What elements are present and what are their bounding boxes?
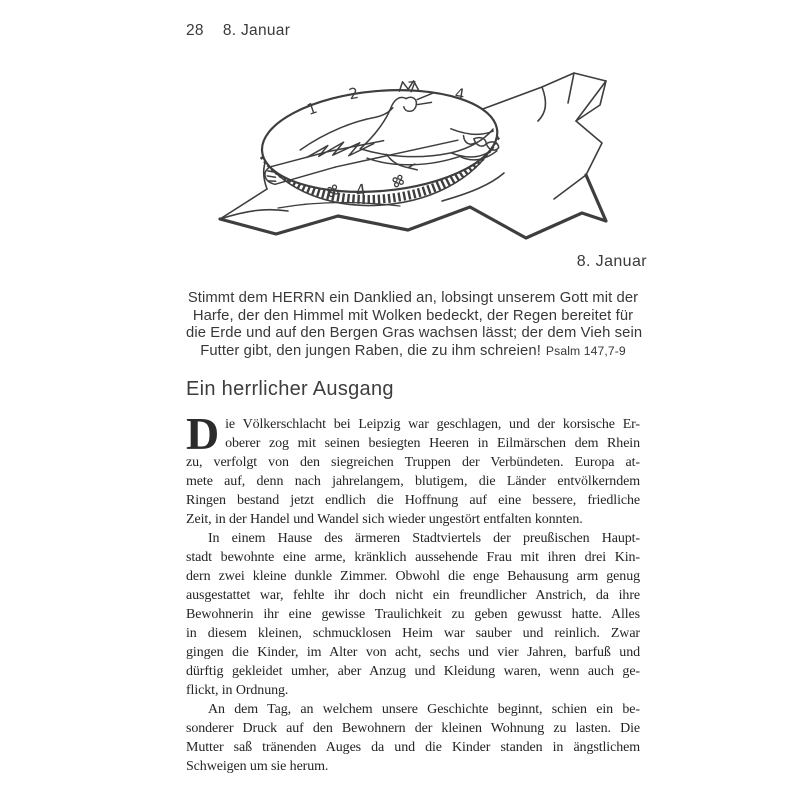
page-number: 28: [186, 22, 204, 39]
coin-digit: 4: [453, 84, 466, 104]
body-line: Ringen bestand jetzt endlich die Hoffnung auf eine bessere, friedliche: [186, 493, 640, 508]
paragraph: [186, 700, 640, 776]
body-line: ausgestattet war, fehlte ihr doch nicht ein freundlicher Anstrich, da ihre: [186, 588, 640, 603]
running-head: 8. Januar: [222, 22, 291, 39]
body-line: ie Völkerschlacht bei Leipzig war geschlagen, und der korsische Er-: [225, 417, 640, 432]
body-line: gingen die Kinder, im Alter von acht, sechs und vier Jahren, barfuß und: [186, 645, 640, 660]
verse: [186, 290, 643, 360]
verse-line: die Erde und auf den Bergen Gras wachsen lässt; der dem Vieh sein: [186, 325, 643, 341]
coin-digit: 1: [304, 98, 320, 119]
body-line: Schweigen um sie herum.: [186, 759, 329, 774]
section-title: Ein herrlicher Ausgang: [186, 378, 394, 400]
body-line: in diesem kleinen, schmucklosen Heim war sauber und reinlich. Zwar: [186, 626, 640, 641]
body-line: mete auf, denn nach jahrelangem, blutigem, die Länder entvölkerndem: [186, 474, 640, 489]
verse-line: Futter gibt, den jungen Raben, die zu ihm schreien! Psalm 147,7-9: [200, 342, 626, 359]
body-line: stadt bewohnte eine arme, kränklich aussehende Frau mit ihren drei Kin-: [186, 550, 640, 565]
coin-drawing-svg: [212, 61, 612, 244]
body-line: dern zwei kleine dunkle Zimmer. Obwohl die enge Behausung arm genug: [186, 569, 640, 584]
body-line: flickt, in Ordnung.: [186, 683, 289, 698]
body-line: An dem Tag, an welchem unsere Geschichte beginnt, schien ein be-: [208, 702, 640, 717]
body-line: Mutter saß tränenden Auges da und die Kinder standen in ängstlichem: [186, 740, 640, 755]
body-line: dürftig gekleidet umher, aber Anzug und Kleidung waren, wenn auch ge-: [186, 664, 640, 679]
verse-line: Stimmt dem HERRN ein Danklied an, lobsingt unserem Gott mit der: [187, 290, 639, 306]
body-line: Zeit, in der Handel und Wandel sich wieder ungestört entfalten konnten.: [186, 512, 583, 527]
coin-digit: 2: [347, 83, 361, 104]
body-line: sonderer Druck auf den Bewohnern der kleinen Wohnung zu lasten. Die: [186, 721, 640, 736]
body-text: [186, 408, 640, 776]
coin-digit: 7: [407, 78, 418, 97]
drop-cap: D: [186, 408, 220, 459]
body-line: In einem Hause des ärmeren Stadtviertels der preußischen Haupt-: [208, 531, 640, 546]
verse-reference: Psalm 147,7-9: [545, 343, 626, 358]
coin-on-cloth-illustration: [212, 61, 612, 244]
paragraph: [186, 529, 640, 700]
verse-line: Harfe, der den Himmel mit Wolken bedeckt, der Regen bereitet für: [192, 307, 634, 324]
coin-digit: 4: [354, 180, 368, 203]
page-header: [186, 22, 640, 40]
body-line: oberer zog mit seinen besiegten Heeren in Eilmärschen dem Rhein: [225, 436, 640, 451]
illustration-caption: 8. Januar: [576, 253, 647, 270]
body-line: zu, verfolgt von den siegreichen Truppen der Verbündeten. Europa at-: [186, 455, 640, 470]
body-line: Bewohnerin ihr eine gewisse Traulichkeit zu geben gewusst hatte. Alles: [186, 607, 640, 622]
paragraph: [186, 408, 640, 529]
